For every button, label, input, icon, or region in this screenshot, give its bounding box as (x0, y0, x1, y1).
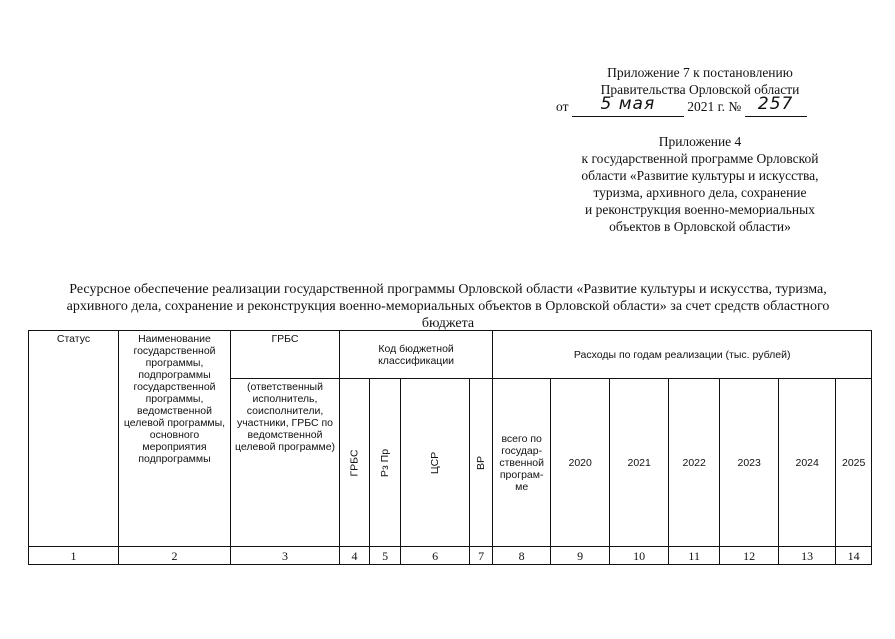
header-name: Наименование государственной программы, подпрограммы государственной программы, ведомственной целевой программы, основного мероприятия подпрограммы (119, 331, 231, 547)
header-total: всего по государ-ственной програм-ме (493, 379, 551, 547)
document-title (30, 281, 866, 332)
header-code-rzpr (370, 379, 401, 547)
header-grbs-top: ГРБС (231, 331, 340, 379)
col-number-4: 4 (340, 547, 370, 565)
appendix4-line4: туризма, архивного дела, сохранение (593, 185, 807, 200)
date-blank (572, 96, 684, 117)
col-number-10: 10 (610, 547, 669, 565)
col-number-8: 8 (493, 547, 551, 565)
decree-date-line (556, 96, 807, 117)
col-number-6: 6 (401, 547, 470, 565)
col-number-5: 5 (370, 547, 401, 565)
title-line2: архивного дела, сохранение и реконструкция военно-мемориальных объектов в Орловской области» за счет средств областного (66, 299, 830, 314)
appendix7-line2: Правительства Орловской области (600, 82, 800, 97)
col-number-11: 11 (669, 547, 720, 565)
header-year-2024: 2024 (779, 379, 836, 547)
code-grbs-label: ГРБС (348, 448, 361, 477)
year-text: 2021 г. № (687, 99, 742, 114)
col-number-7: 7 (470, 547, 493, 565)
appendix4-line6: объектов в Орловской области» (609, 219, 791, 234)
header-expenses: Расходы по годам реализации (тыс. рублей) (493, 331, 872, 379)
header-code-grbs (340, 379, 370, 547)
title-line3: бюджета (421, 316, 475, 331)
header-year-2023: 2023 (720, 379, 779, 547)
appendix4-line1: Приложение 4 (658, 134, 742, 149)
appendix7-line1: Приложение 7 к постановлению (607, 65, 793, 80)
col-number-1: 1 (29, 547, 119, 565)
header-status: Статус (29, 331, 119, 547)
title-line1: Ресурсное обеспечение реализации государственной программы Орловской области «Развитие культуры и искусства, туризма, (69, 282, 827, 297)
code-csr-label: ЦСР (429, 451, 442, 474)
handwritten-date: 5 мая (600, 94, 656, 114)
code-rzpr-label: Рз Пр (379, 448, 392, 477)
col-number-13: 13 (779, 547, 836, 565)
header-year-2020: 2020 (551, 379, 610, 547)
number-blank (745, 96, 807, 117)
header-year-2022: 2022 (669, 379, 720, 547)
header-year-2021: 2021 (610, 379, 669, 547)
header-grbs-desc: (ответственный исполнитель, соисполнители, участники, ГРБС по ведомственной целевой программе) (231, 379, 340, 547)
budget-table (28, 330, 872, 565)
code-vr-label: ВР (475, 455, 488, 470)
col-number-2: 2 (119, 547, 231, 565)
col-number-3: 3 (231, 547, 340, 565)
header-year-2025: 2025 (836, 379, 872, 547)
appendix4-block (540, 133, 860, 235)
header-budget-code: Код бюджетной классификации (340, 331, 493, 379)
header-code-vr (470, 379, 493, 547)
appendix4-line2: к государственной программе Орловской (581, 151, 819, 166)
col-number-12: 12 (720, 547, 779, 565)
col-number-14: 14 (836, 547, 872, 565)
header-code-csr (401, 379, 470, 547)
col-number-9: 9 (551, 547, 610, 565)
appendix7-block (540, 64, 860, 98)
appendix4-line5: и реконструкция военно-мемориальных (585, 202, 815, 217)
from-prefix: от (556, 99, 569, 114)
appendix4-line3: области «Развитие культуры и искусства, (581, 168, 819, 183)
handwritten-number: 257 (757, 94, 794, 114)
